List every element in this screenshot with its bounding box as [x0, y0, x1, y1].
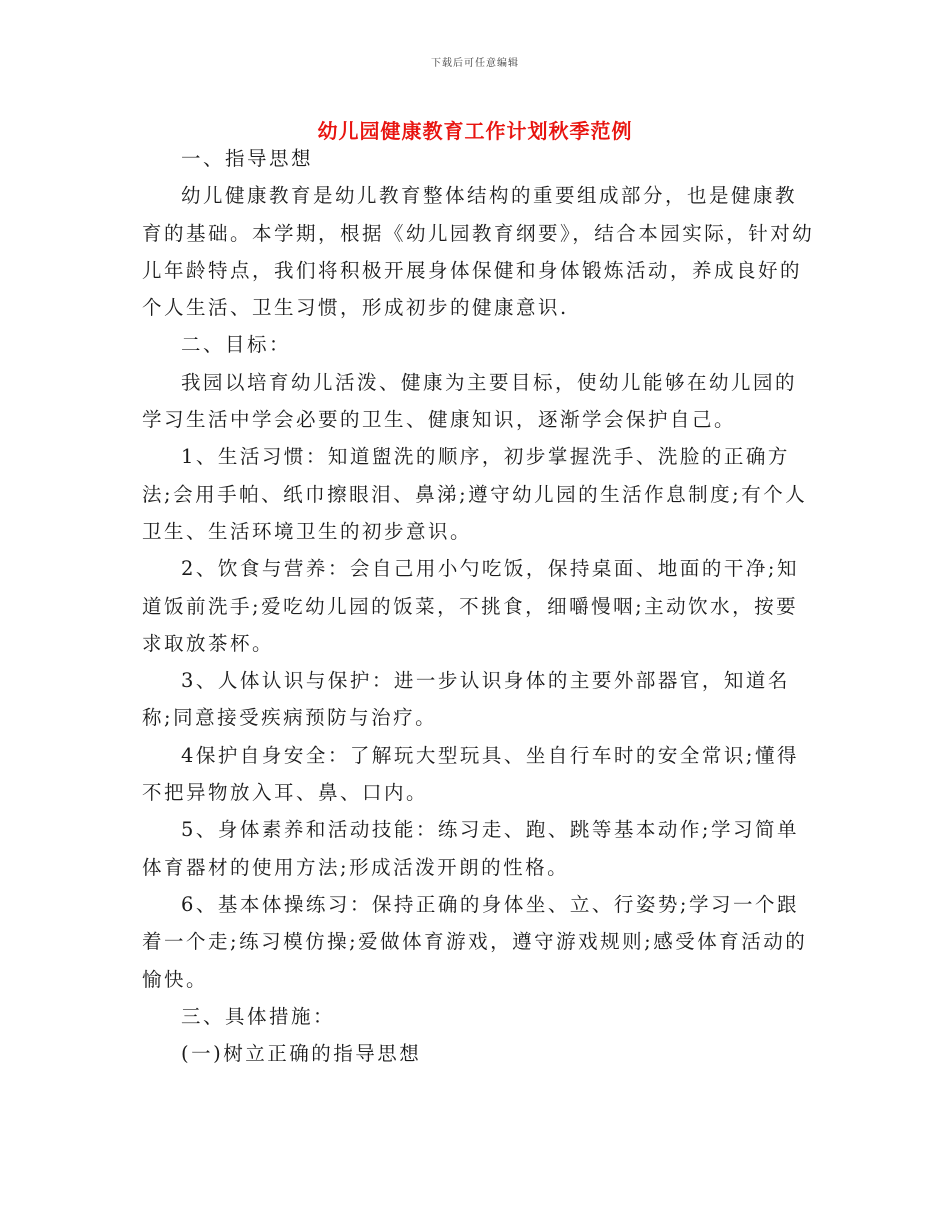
- list-item: 4保护自身安全：了解玩大型玩具、坐自行车时的安全常识;懂得不把异物放入耳、鼻、口内。: [142, 743, 799, 805]
- subsection-heading: (一)树立正确的指导思想: [181, 1042, 422, 1066]
- section-heading: 三、具体措施：: [181, 1004, 336, 1028]
- paragraph: 我园以培育幼儿活泼、健康为主要目标，使幼儿能够在幼儿园的学习生活中学会必要的卫生、健康知识，逐渐学会保护自己。: [142, 370, 798, 432]
- list-item: 1、生活习惯：知道盥洗的顺序，初步掌握洗手、洗脸的正确方法;会用手帕、纸巾擦眼泪、鼻涕;遵守幼儿园的生活作息制度;有个人卫生、生活环境卫生的初步意识。: [142, 445, 808, 543]
- document-body: [142, 140, 818, 1072]
- list-item: 2、饮食与营养：会自己用小勺吃饭，保持桌面、地面的干净;知道饭前洗手;爱吃幼儿园的饭菜，不挑食，细嚼慢咽;主动饮水，按要求取放茶杯。: [142, 557, 799, 655]
- section-heading: 二、目标：: [181, 333, 292, 357]
- document-title: 幼儿园健康教育工作计划秋季范例: [317, 119, 633, 143]
- list-item: 6、基本体操练习：保持正确的身体坐、立、行姿势;学习一个跟着一个走;练习模仿操;爱做体育游戏，遵守游戏规则;感受体育活动的愉快。: [142, 892, 808, 991]
- header-note: 下载后可任意编辑: [431, 58, 519, 69]
- section-heading: 一、指导思想: [181, 147, 314, 170]
- paragraph: 幼儿健康教育是幼儿教育整体结构的重要组成部分，也是健康教育的基础。本学期，根据《幼儿园教育纲要》，结合本园实际，针对幼儿年龄特点，我们将积极开展身体保健和身体锻炼活动，养成良好的个人生活、卫生习惯，形成初步的健康意识.: [142, 184, 815, 320]
- list-item: 5、身体素养和活动技能：练习走、跑、跳等基本动作;学习简单体育器材的使用方法;形成活泼开朗的性格。: [142, 818, 799, 879]
- list-item: 3、人体认识与保护：进一步认识身体的主要外部器官，知道名称;同意接受疾病预防与治疗。: [142, 669, 790, 730]
